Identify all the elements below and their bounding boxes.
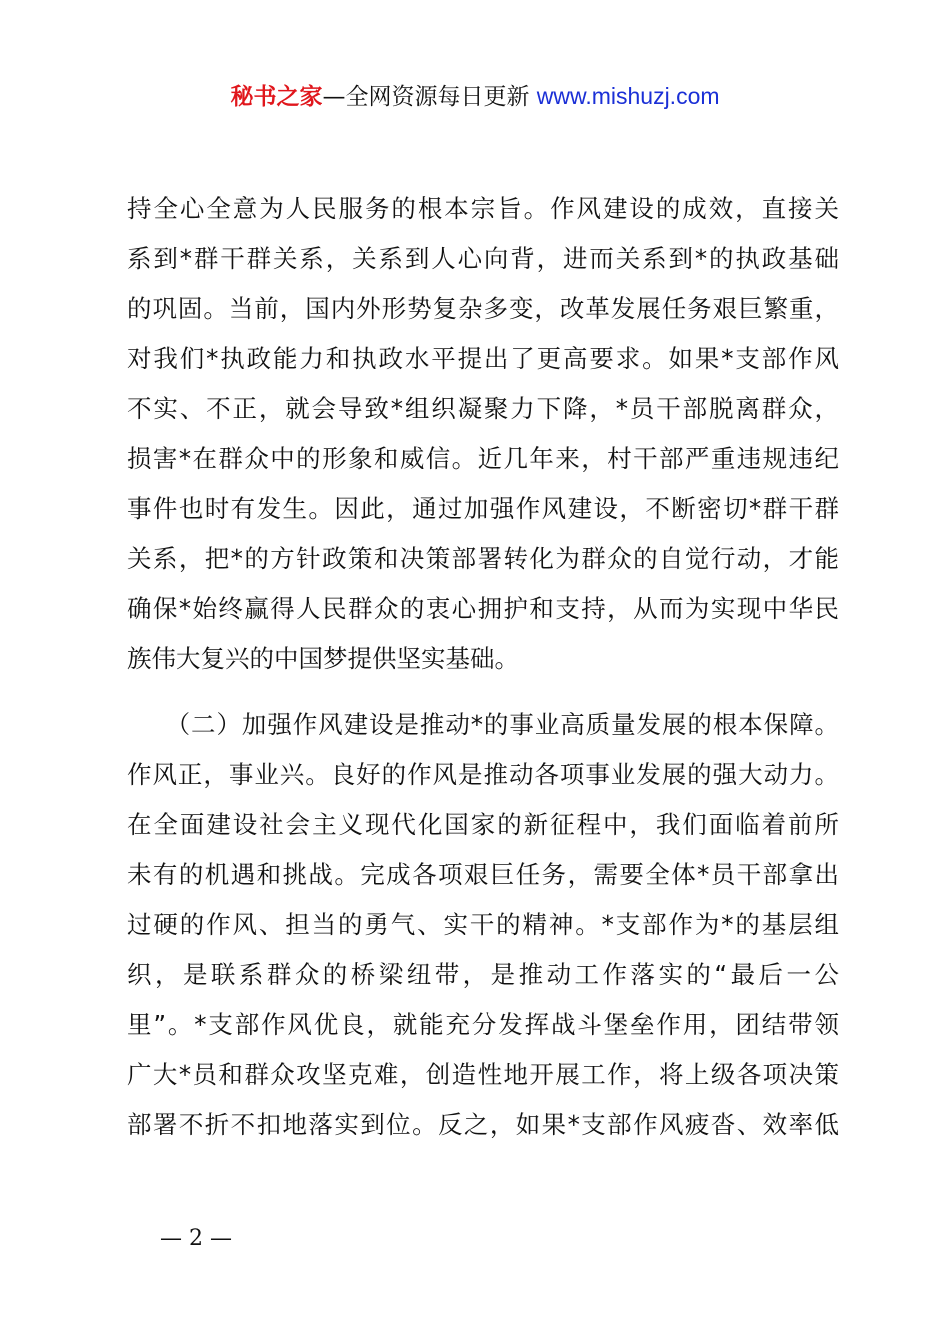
text-line: 未有的机遇和挑战。完成各项艰巨任务，需要全体*员干部拿出 bbox=[127, 860, 839, 889]
text-line: 族伟大复兴的中国梦提供坚实基础。 bbox=[127, 644, 519, 673]
document-body bbox=[127, 184, 839, 1150]
text-line: 织，是联系群众的桥梁纽带，是推动工作落实的“最后一公 bbox=[127, 960, 839, 989]
paragraph bbox=[127, 700, 839, 1150]
text-line: 关系，把*的方针政策和决策部署转化为群众的自觉行动，才能 bbox=[127, 544, 839, 573]
text-line: 系到*群干群关系，关系到人心向背，进而关系到*的执政基础 bbox=[127, 244, 839, 273]
text-line: 损害*在群众中的形象和威信。近几年来，村干部严重违规违纪 bbox=[127, 444, 839, 473]
text-line: 过硬的作风、担当的勇气、实干的精神。*支部作为*的基层组 bbox=[127, 910, 839, 939]
text-line: 不实、不正，就会导致*组织凝聚力下降，*员干部脱离群众， bbox=[127, 394, 839, 423]
text-line: 作风正，事业兴。良好的作风是推动各项事业发展的强大动力。 bbox=[127, 760, 839, 789]
text-line: 里”。*支部作风优良，就能充分发挥战斗堡垒作用，团结带领 bbox=[127, 1010, 839, 1039]
header-tagline: —全网资源每日更新 bbox=[322, 84, 530, 110]
text-line: 对我们*执政能力和执政水平提出了更高要求。如果*支部作风 bbox=[127, 344, 839, 373]
text-line: 确保*始终赢得人民群众的衷心拥护和支持，从而为实现中华民 bbox=[127, 594, 839, 623]
site-url-link[interactable]: www.mishuzj.com bbox=[536, 83, 720, 109]
text-line: 事件也时有发生。因此，通过加强作风建设，不断密切*群干群 bbox=[127, 494, 839, 523]
text-line: 在全面建设社会主义现代化国家的新征程中，我们面临着前所 bbox=[127, 810, 839, 839]
text-line: （二）加强作风建设是推动*的事业高质量发展的根本保障。 bbox=[127, 710, 839, 739]
site-header bbox=[0, 80, 950, 113]
paragraph bbox=[127, 184, 839, 684]
text-line: 的巩固。当前，国内外形势复杂多变，改革发展任务艰巨繁重， bbox=[127, 294, 839, 323]
page-number: — 2 — bbox=[160, 1226, 232, 1251]
brand-name: 秘书之家 bbox=[230, 84, 323, 110]
text-line: 广大*员和群众攻坚克难，创造性地开展工作，将上级各项决策 bbox=[127, 1060, 839, 1089]
paragraph-spacer bbox=[127, 684, 839, 700]
text-line: 持全心全意为人民服务的根本宗旨。作风建设的成效，直接关 bbox=[127, 194, 839, 223]
text-line: 部署不折不扣地落实到位。反之，如果*支部作风疲沓、效率低 bbox=[127, 1110, 839, 1139]
